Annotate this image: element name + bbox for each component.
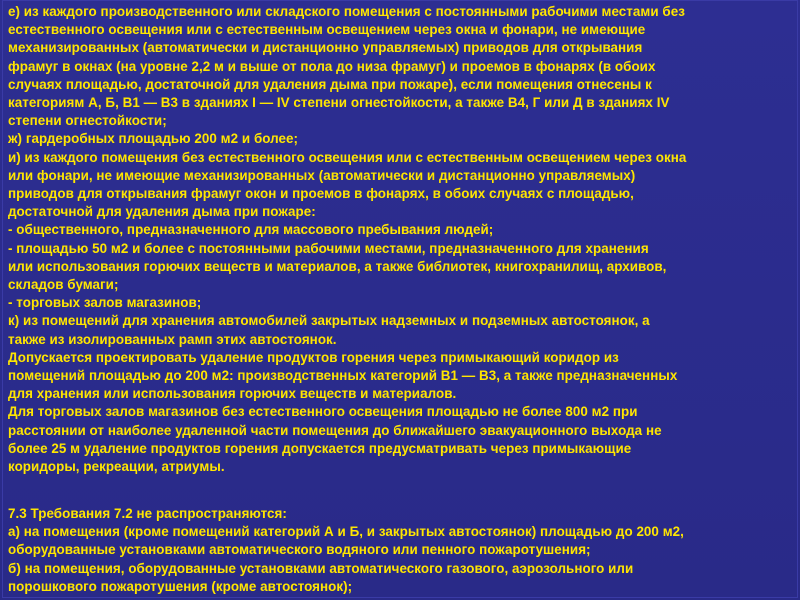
requirements-text-line: складов бумаги; [8, 277, 119, 293]
requirements-text-line: коридоры, рекреации, атриумы. [8, 459, 225, 475]
requirements-text-line: или фонари, не имеющие механизированных (автоматически и дистанционно управляемых) [8, 167, 636, 183]
requirements-text-line: - общественного, предназначенного для массового пребывания людей; [8, 222, 494, 238]
requirements-text-line: категориям А, Б, В1 — В3 в зданиях I — IV степени огнестойкости, а также В4, Г или Д в зданиях IV [8, 95, 670, 111]
exceptions-text-line: б) на помещения, оборудованные установками автоматического газового, аэрозольного или [8, 560, 634, 576]
requirements-text-line: - площадью 50 м2 и более с постоянными рабочими местами, предназначенного для хранения [8, 240, 649, 256]
exceptions-text-line: 7.3 Требования 7.2 не распространяются: [8, 506, 287, 521]
requirements-text-line: также из изолированных рамп этих автостоянок. [8, 331, 337, 347]
exceptions-text-block [8, 505, 794, 596]
requirements-text-line: Допускается проектировать удаление продуктов горения через примыкающий коридор из [8, 349, 619, 365]
requirements-text-line: - торговых залов магазинов; [8, 295, 202, 311]
requirements-text-line: механизированных (автоматически и дистанционно управляемых) приводов для открывания [8, 40, 643, 56]
requirements-text-line: е) из каждого производственного или складского помещения с постоянными рабочими местами без [8, 4, 685, 19]
requirements-text-line: и) из каждого помещения без естественного освещения или с естественным освещением через окна [8, 149, 687, 165]
requirements-text-line: ж) гардеробных площадью 200 м2 и более; [8, 131, 299, 147]
requirements-text-line: случаях площадью, достаточной для удаления дыма при пожаре), если помещения отнесены к [8, 76, 652, 92]
requirements-text-block [8, 3, 794, 476]
requirements-text-line: для хранения или использования горючих веществ и материалов. [8, 386, 457, 402]
exceptions-text-line: порошкового пожаротушения (кроме автостоянок); [8, 578, 353, 594]
requirements-text-line: естественного освещения или с естественным освещением через окна и фонари, не имеющие [8, 22, 646, 38]
requirements-text-line: более 25 м удаление продуктов горения допускается предусматривать через примыкающие [8, 440, 632, 456]
requirements-text-line: или использования горючих веществ и материалов, а также библиотек, книгохранилищ, архивов, [8, 258, 667, 274]
requirements-text-line: расстоянии от наиболее удаленной части помещения до ближайшего эвакуационного выхода не [8, 422, 662, 438]
requirements-text-line: помещений площадью до 200 м2: производственных категорий В1 — В3, а также предназначенных [8, 368, 678, 384]
requirements-text-line: приводов для открывания фрамуг окон и проемов в фонарях, в обоих случаях с площадью, [8, 186, 634, 202]
requirements-text-line: достаточной для удаления дыма при пожаре: [8, 204, 316, 220]
requirements-text-line: Для торговых залов магазинов без естественного освещения площадью не более 800 м2 при [8, 404, 638, 420]
requirements-text-line: степени огнестойкости; [8, 113, 167, 129]
requirements-text-line: фрамуг в окнах (на уровне 2,2 м и выше от пола до низа фрамуг) и проемов в фонарях (в обоих [8, 58, 656, 74]
exceptions-text-line: а) на помещения (кроме помещений категорий А и Б, и закрытых автостоянок) площадью до 200 м2, [8, 524, 684, 540]
exceptions-text-line: оборудованные установками автоматического водяного или пенного пожаротушения; [8, 542, 591, 558]
requirements-text-line: к) из помещений для хранения автомобилей закрытых надземных и подземных автостоянок, а [8, 313, 650, 329]
